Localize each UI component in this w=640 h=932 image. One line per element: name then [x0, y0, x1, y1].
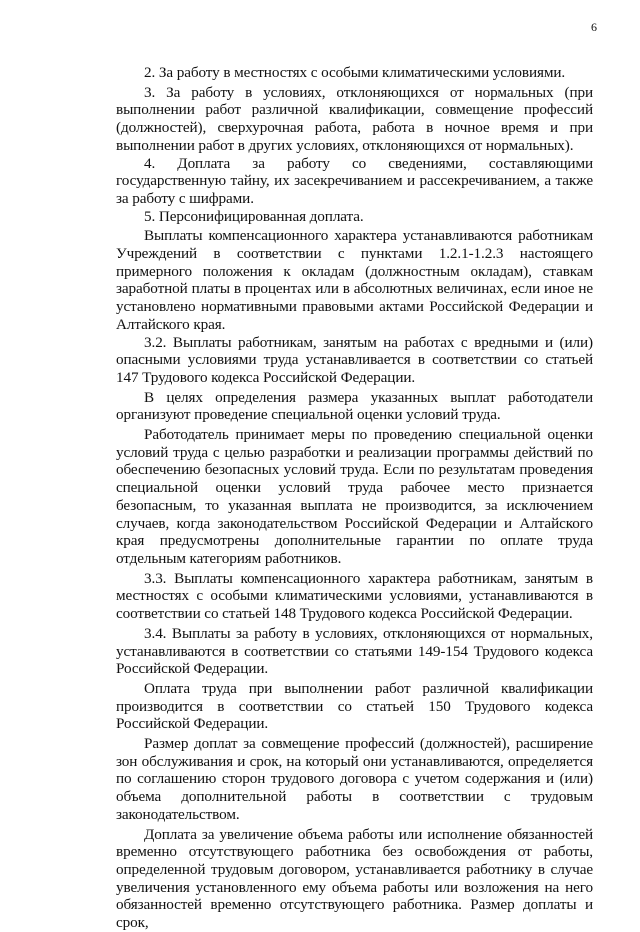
document-body [116, 64, 593, 932]
paragraph: Оплата труда при выполнении работ различной квалификации производится в соответствии со статьей 150 Трудового кодекса Российской Федерации. [116, 679, 593, 733]
paragraph: Выплаты компенсационного характера устанавливаются работникам Учреждений в соответствии с пунктами 1.2.1-1.2.3 настоящего примерного положения к окладам (должностным окладам), ставкам заработной платы в процентах или в абсолютных величинах, если иное не установлено нормативными правовыми актами Российской Федерации и Алтайского края. [116, 227, 593, 333]
paragraph: 3.3. Выплаты компенсационного характера работникам, занятым в местностях с особыми климатическими условиями, устанавливаются в соответствии со статьей 148 Трудового кодекса Российской Федерации. [116, 569, 593, 623]
paragraph: 5. Персонифицированная доплата. [144, 207, 364, 225]
paragraph: 3.2. Выплаты работникам, занятым на работах с вредными и (или) опасными условиями труда устанавливается в соответствии со статьей 147 Трудового кодекса Российской Федерации. [116, 333, 593, 386]
paragraph: 3. За работу в условиях, отклоняющихся от нормальных (при выполнении работ различной квалификации, совмещение профессий (должностей), сверхурочная работа, работа в ночное время и при выполнении работ в других условиях, отклоняющихся от нормальных). [116, 83, 593, 154]
paragraph: 4. Доплата за работу со сведениями, составляющими государственную тайну, их засекречиванием и рассекречиванием, а также за работу с шифрами. [116, 154, 593, 207]
paragraph: Работодатель принимает меры по проведению специальной оценки условий труда с целью разработки и реализации программы действий по обеспечению безопасных условий труда. Если по результатам проведения специальной оценки условий труда рабочее место признается безопасным, то указанная выплата не производится, за исключением случаев, когда законодательством Российской Федерации и Алтайского края предусмотрены дополнительные гарантии по оплате труда отдельным категориям работников. [116, 426, 593, 567]
paragraph: 2. За работу в местностях с особыми климатическими условиями. [144, 64, 566, 81]
paragraph: Доплата за увеличение объема работы или исполнение обязанностей временно отсутствующего работника без освобождения от работы, определенной трудовым договором, устанавливается работнику в случае увеличения установленного ему объема работы или возложения на него обязанностей временно отсутствующего работника. Размер доплаты и срок, [116, 825, 593, 932]
paragraph: В целях определения размера указанных выплат работодатели организуют проведение специальной оценки условий труда. [116, 388, 593, 424]
page-number: 6 [591, 20, 597, 34]
paragraph: Размер доплат за совмещение профессий (должностей), расширение зон обслуживания и срок, на который они устанавливаются, определяется по соглашению сторон трудового договора с учетом содержания и (или) объема дополнительной работы в соответствии с трудовым законодательством. [116, 735, 593, 823]
paragraph: 3.4. Выплаты за работу в условиях, отклоняющихся от нормальных, устанавливаются в соответствии со статьями 149-154 Трудового кодекса Российской Федерации. [116, 624, 593, 678]
